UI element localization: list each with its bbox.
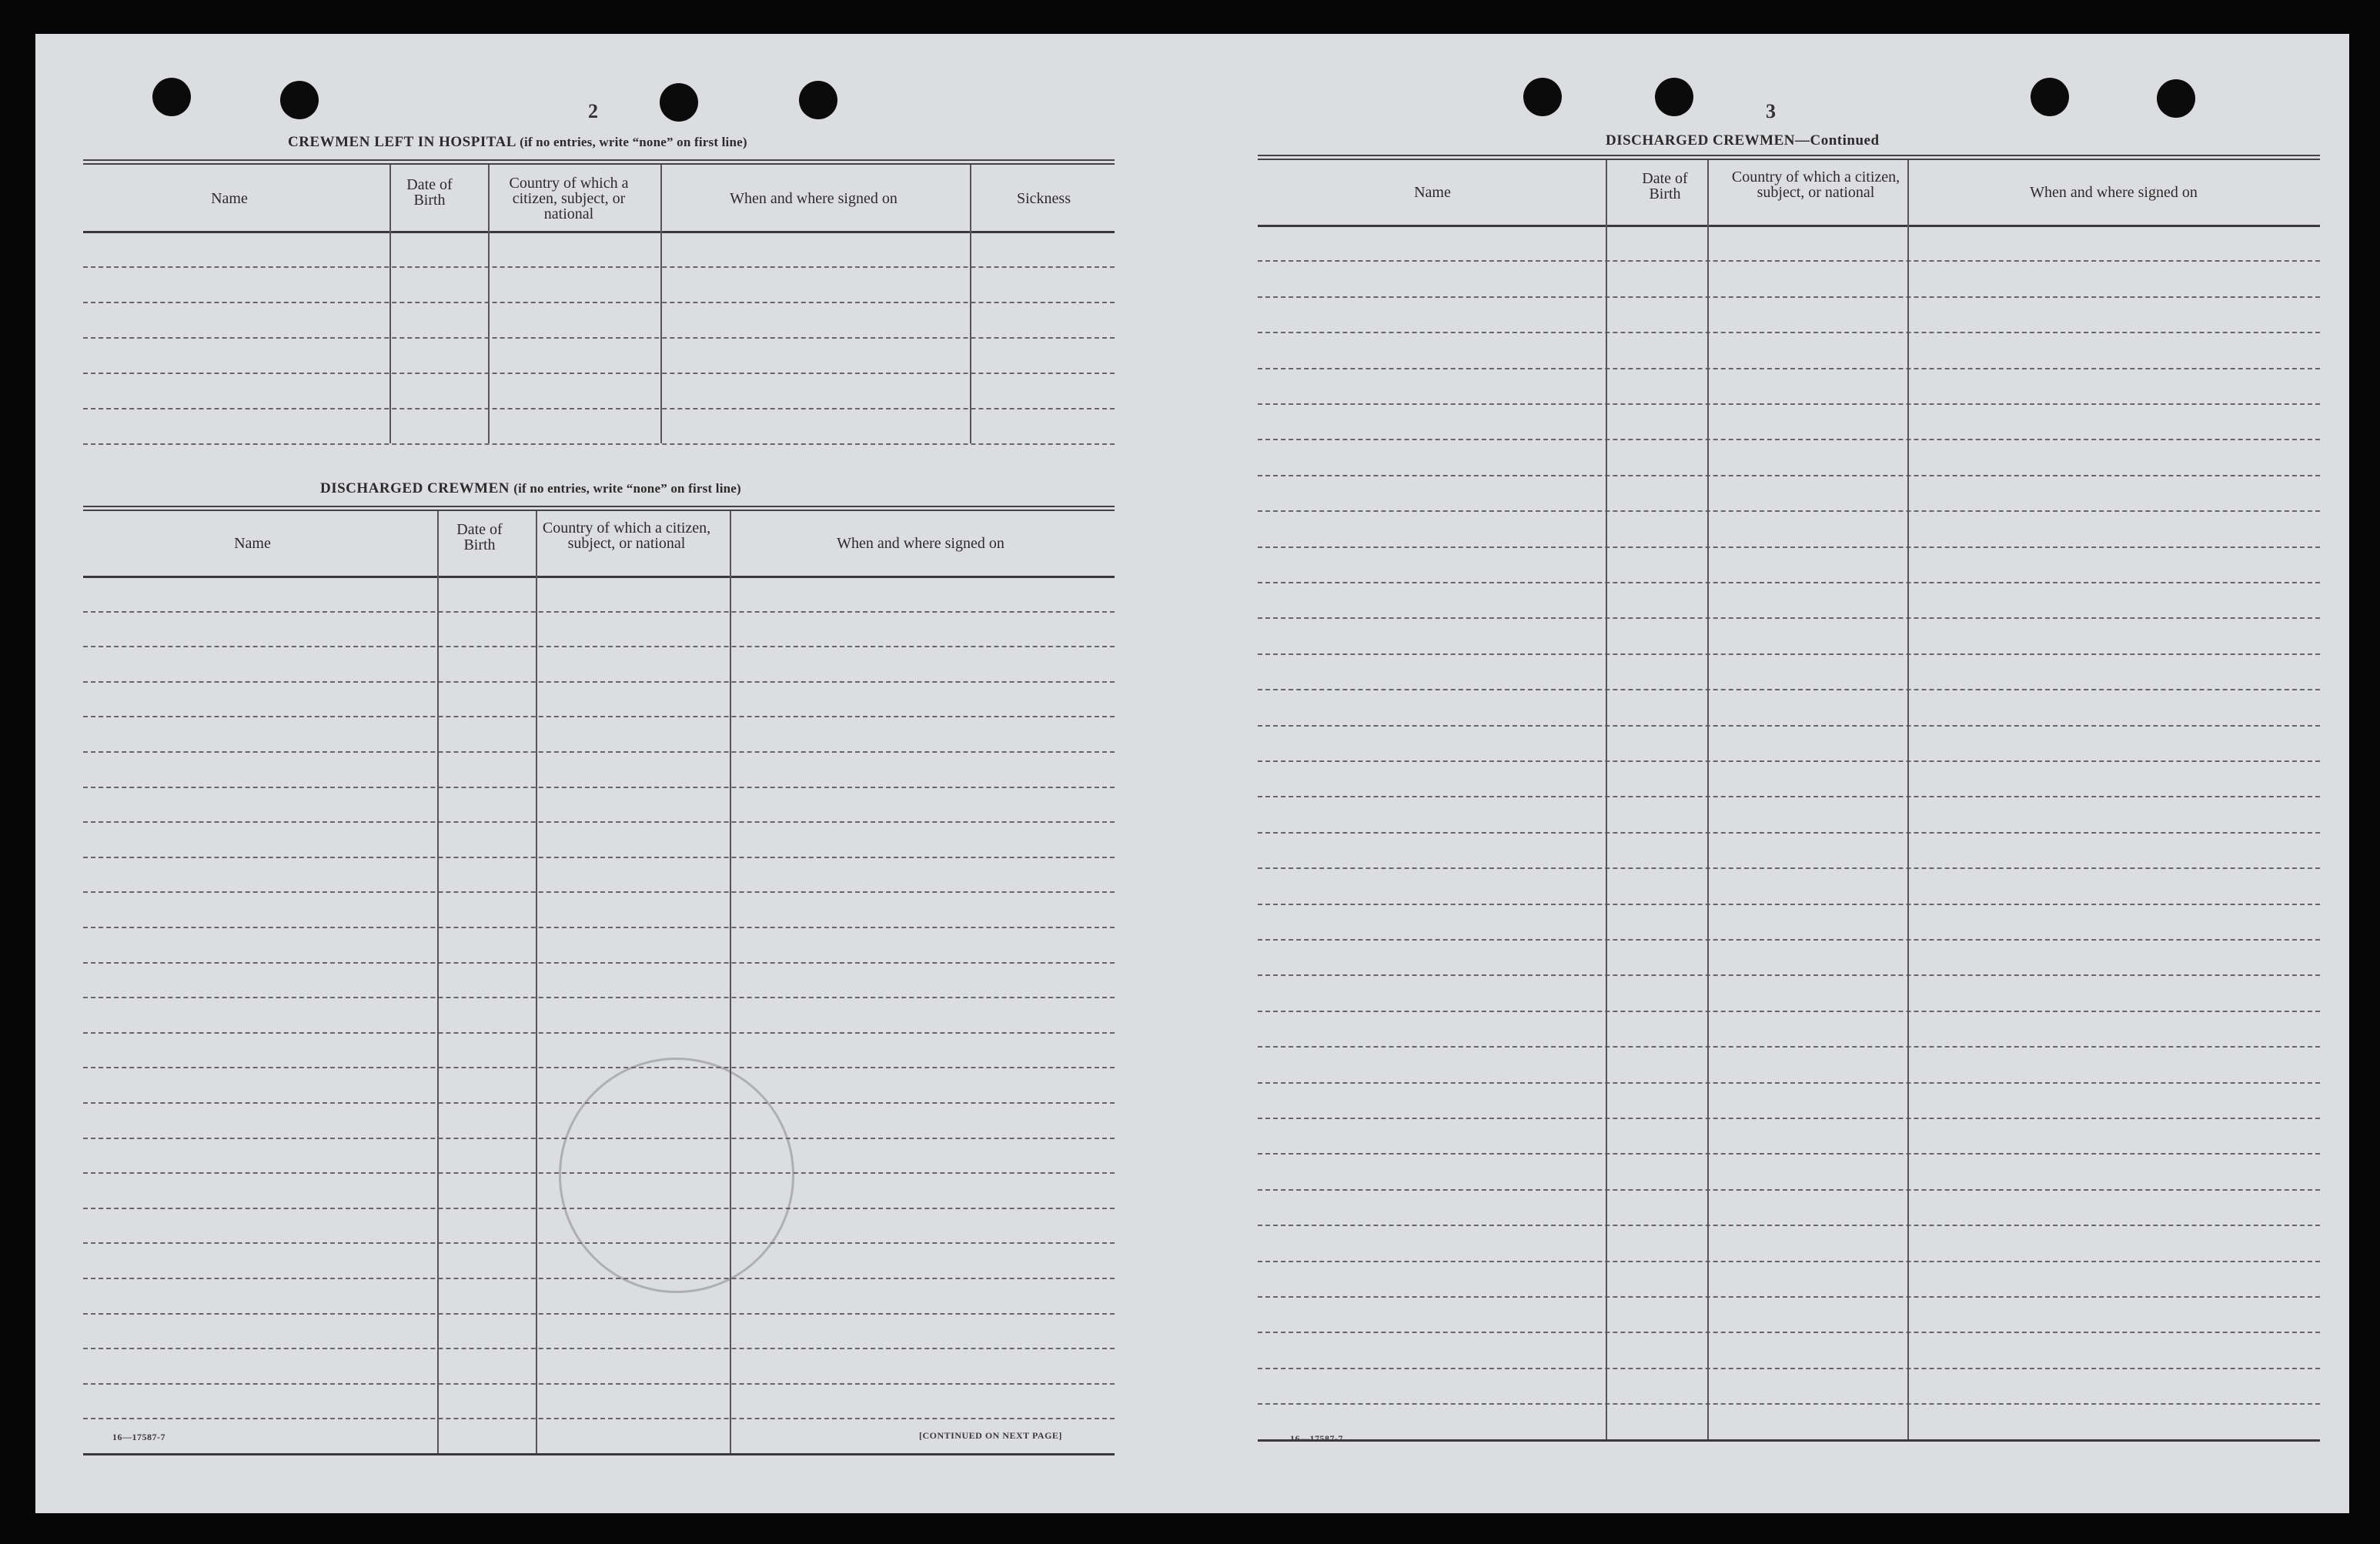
column-separator [970,165,971,443]
column-separator [389,165,391,443]
entry-line[interactable] [1258,1332,2320,1333]
column-separator [730,511,731,1453]
page-number: 2 [588,100,598,122]
entry-line[interactable] [1258,1046,2320,1048]
entry-line[interactable] [1258,1082,2320,1084]
continued-note: [CONTINUED ON NEXT PAGE] [919,1430,1062,1441]
entry-line[interactable] [83,1313,1115,1315]
punch-hole [2031,78,2069,116]
entry-line[interactable] [1258,904,2320,905]
document-sheet [35,34,2349,1513]
column-separator [1907,160,1909,1439]
column-header-country: Country of which a citizen, subject, or national [542,520,711,552]
header-bottom-rule [1258,225,2320,227]
entry-line[interactable] [1258,546,2320,548]
entry-line[interactable] [1258,725,2320,727]
column-separator [437,511,439,1453]
discharged-table-note: (if no entries, write “none” on first line) [513,481,741,496]
entry-line[interactable] [83,646,1115,647]
entry-line[interactable] [83,716,1115,717]
entry-line[interactable] [83,1242,1115,1244]
entry-line[interactable] [1258,296,2320,298]
faint-stamp [559,1058,794,1293]
entry-line[interactable] [83,302,1115,303]
entry-line[interactable] [1258,332,2320,333]
column-header-signed-on: When and where signed on [837,535,1004,552]
hospital-table-note: (if no entries, write “none” on first line) [520,135,747,149]
column-header-date-of-birth: Date of Birth [406,176,453,209]
entry-line[interactable] [1258,617,2320,619]
column-header-signed-on: When and where signed on [2030,184,2198,201]
entry-line[interactable] [83,787,1115,788]
column-header-name: Name [211,190,248,207]
column-header-country: Country of which a citizen, subject, or national [1731,169,1900,201]
page-number: 3 [1766,100,1776,122]
entry-line[interactable] [83,962,1115,964]
entry-line[interactable] [83,1383,1115,1385]
entry-line[interactable] [1258,582,2320,583]
entry-line[interactable] [1258,475,2320,476]
entry-line[interactable] [83,1278,1115,1279]
entry-line[interactable] [1258,510,2320,512]
column-separator [1606,160,1607,1439]
punch-hole [2157,79,2195,118]
entry-line[interactable] [1258,1118,2320,1119]
column-header-name: Name [234,535,271,552]
entry-line[interactable] [1258,832,2320,834]
entry-line[interactable] [1258,1225,2320,1226]
entry-line[interactable] [1258,368,2320,369]
entry-line[interactable] [1258,796,2320,797]
entry-line[interactable] [83,337,1115,339]
entry-line[interactable] [83,1348,1115,1349]
entry-line[interactable] [1258,1261,2320,1262]
hospital-table-title: CREWMEN LEFT IN HOSPITAL (if no entries, write “none” on first line) [288,134,747,150]
column-separator [660,165,662,443]
entry-line[interactable] [1258,1189,2320,1191]
entry-line[interactable] [83,927,1115,928]
entry-line[interactable] [83,751,1115,753]
punch-hole [799,81,837,119]
entry-line[interactable] [83,266,1115,268]
entry-line[interactable] [83,1067,1115,1068]
entry-line[interactable] [83,1032,1115,1034]
punch-hole [1655,78,1693,116]
entry-line[interactable] [1258,760,2320,762]
column-separator [1707,160,1709,1439]
entry-line[interactable] [83,1172,1115,1174]
entry-line[interactable] [1258,1153,2320,1155]
entry-line[interactable] [83,611,1115,613]
entry-line[interactable] [83,373,1115,374]
column-header-name: Name [1414,184,1451,201]
entry-line[interactable] [1258,439,2320,440]
form-number: 16—17587-7 [112,1432,165,1442]
entry-line[interactable] [83,997,1115,998]
entry-line[interactable] [1258,403,2320,405]
punch-hole [280,81,319,119]
entry-line[interactable] [83,821,1115,823]
entry-line[interactable] [83,1453,1115,1455]
column-separator [488,165,490,443]
form-number: 16—17587-7 [1290,1433,1343,1444]
entry-line[interactable] [83,1418,1115,1419]
column-header-date-of-birth: Date of Birth [456,521,503,553]
table-top-rule [83,506,1115,511]
entry-line[interactable] [83,891,1115,893]
entry-line[interactable] [83,1138,1115,1139]
entry-line[interactable] [1258,653,2320,655]
header-bottom-rule [83,231,1115,233]
entry-line[interactable] [1258,1296,2320,1298]
entry-line[interactable] [1258,1439,2320,1442]
entry-line[interactable] [1258,689,2320,690]
column-header-date-of-birth: Date of Birth [1642,170,1688,202]
discharged-continued-title: DISCHARGED CREWMEN—Continued [1606,132,1880,149]
entry-line[interactable] [1258,260,2320,262]
entry-line[interactable] [83,1208,1115,1209]
entry-line[interactable] [1258,974,2320,976]
column-header-sickness: Sickness [1017,190,1071,207]
column-header-country: Country of which a citizen, subject, or national [509,175,629,222]
entry-line[interactable] [83,443,1115,445]
entry-line[interactable] [1258,1403,2320,1405]
entry-line[interactable] [1258,1368,2320,1369]
column-separator [536,511,537,1453]
entry-line[interactable] [83,857,1115,858]
column-header-signed-on: When and where signed on [730,190,898,207]
entry-line[interactable] [83,408,1115,409]
punch-hole [1523,78,1562,116]
header-bottom-rule [83,576,1115,578]
entry-line[interactable] [1258,867,2320,869]
discharged-table-title: DISCHARGED CREWMEN (if no entries, write “none” on first line) [320,480,741,496]
punch-hole [152,78,191,116]
entry-line[interactable] [1258,939,2320,941]
entry-line[interactable] [83,1102,1115,1104]
punch-hole [660,83,698,122]
table-top-rule [83,159,1115,165]
entry-line[interactable] [1258,1011,2320,1012]
table-top-rule [1258,155,2320,160]
entry-line[interactable] [83,681,1115,683]
